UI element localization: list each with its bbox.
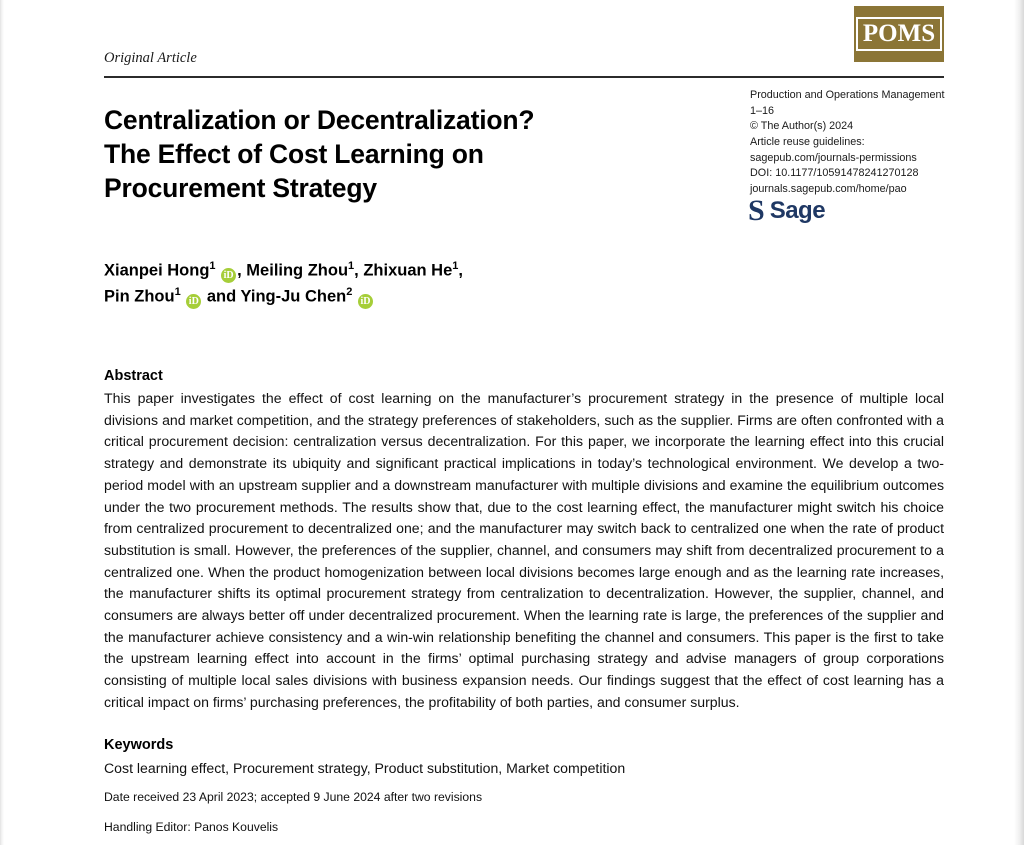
meta-reuse-guidelines-label: Article reuse guidelines:: [750, 135, 865, 148]
abstract-heading: Abstract: [104, 368, 163, 384]
meta-journal-homepage-link[interactable]: journals.sagepub.com/home/pao: [750, 182, 907, 195]
author-line-1: [104, 258, 804, 284]
title-line-1: Centralization or Decentralization?: [104, 105, 535, 135]
author-affil-2: 1: [348, 260, 355, 272]
author-line1-comma: ,: [458, 261, 463, 280]
author-affil-4: 1: [174, 286, 181, 299]
received-accepted-dates: Date received 23 April 2023; accepted 9 June 2024 after two revisions: [104, 790, 483, 804]
author-ying-ju-chen: and Ying-Ju Chen: [202, 287, 347, 306]
author-xianpei-hong: Xianpei Hong: [104, 261, 210, 280]
meta-journal-name: Production and Operations Management: [750, 89, 945, 101]
sage-publisher-logo: [748, 196, 825, 226]
page-title: [104, 104, 664, 206]
handling-editor: Handling Editor: Panos Kouvelis: [104, 820, 279, 834]
orcid-icon[interactable]: iD: [186, 294, 201, 309]
sage-wordmark: Sage: [769, 197, 826, 224]
poms-journal-logo: [854, 6, 944, 62]
title-line-2: The Effect of Cost Learning on: [104, 138, 484, 169]
author-affil-3: 1: [452, 260, 459, 272]
author-meiling-zhou: , Meiling Zhou: [237, 261, 349, 280]
author-zhixuan-he: , Zhixuan He: [354, 261, 453, 280]
orcid-icon[interactable]: iD: [221, 268, 236, 283]
meta-page-range: 1–16: [750, 104, 775, 117]
article-type-label: Original Article: [104, 50, 197, 66]
author-line-2: [104, 284, 804, 310]
keywords-heading: Keywords: [104, 737, 174, 753]
page-right-edge: [1014, 0, 1024, 845]
meta-copyright: © The Author(s) 2024: [750, 120, 854, 133]
title-line-3: Procurement Strategy: [104, 172, 377, 203]
meta-permissions-link[interactable]: sagepub.com/journals-permissions: [750, 151, 917, 164]
keywords-text: Cost learning effect, Procurement strategy, Product substitution, Market competition: [104, 760, 626, 776]
abstract-text: This paper investigates the effect of cost learning on the manufacturer’s procurement strategy in the presence of multiple local divisions and market competition, and the strategy preferences of stakeholders, such as the supplier. Firms are often confronted with a critical procurement decision: centralization versus decentralization. For this paper, we incorporate the learning effect into this crucial strategy and demonstrate its ubiquity and significant practical implications in today’s technological environment. We develop a two-period model with an upstream supplier and a downstream manufacturer with multiple divisions and examine the equilibrium outcomes under the two procurement methods. The results show that, due to the cost learning effect, the manufacturer might switch his choice from centralized procurement to decentralized one; and the manufacturer may switch back to centralized one when the rate of product substitution is small. However, the preferences of the supplier, channel, and consumers may shift from decentralized procurement to a centralized one. When the product homogenization between local divisions becomes large enough and as the learning rate increases, the manufacturer shifts its optimal procurement strategy from centralization to decentralization. However, the supplier, channel, and consumers are always better off under decentralized procurement. When the learning rate is large, the preferences of the supplier and the manufacturer achieve consistency and a win-win relationship benefiting the channel and consumers. This paper is the first to take the upstream learning effect into account in the firms’ optimal purchasing strategy and advise managers of group corporations consisting of multiple local sales divisions with business expansion needs. Our findings suggest that the effect of cost learning has a critical impact on firms’ purchasing preferences, the profitability of both parties, and consumer surplus.: [104, 390, 944, 710]
author-affil-1: 1: [209, 260, 216, 272]
meta-doi[interactable]: DOI: 10.1177/10591478241270128: [750, 167, 919, 180]
header-divider: [104, 76, 944, 78]
author-pin-zhou: Pin Zhou: [104, 287, 175, 306]
author-list: [104, 258, 804, 310]
page-left-edge: [0, 0, 4, 845]
author-affil-5: 2: [346, 286, 353, 299]
sage-s-icon: S: [748, 194, 765, 227]
journal-metadata-block: [750, 88, 950, 197]
poms-logo-text: POMS: [856, 17, 942, 51]
orcid-icon[interactable]: iD: [358, 294, 373, 309]
